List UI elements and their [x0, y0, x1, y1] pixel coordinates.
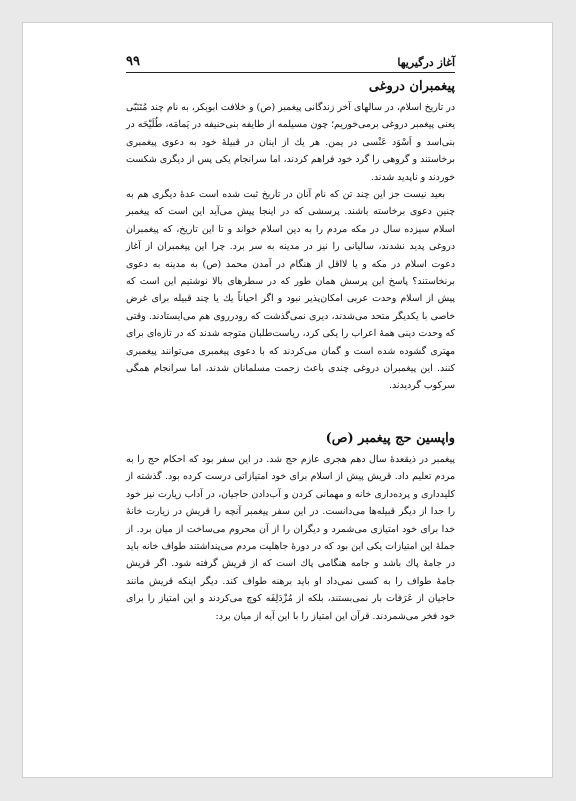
section-heading-false-prophets: پیغمبران دروغی	[368, 79, 455, 94]
section-heading-farewell-hajj: واپسین حج پیغمبر (ص)	[325, 431, 455, 446]
paragraph-false-prophets-intro: در تاریخ اسلام، در سالهای آخر زندگانی پیغمبر (ص) و خلافت ابوبکر، به نام چند مُتَنَبّی یعنی پیغمبر دروغی برمی‌خوریم؛ چون مسیلمه از طایفه بنی‌حنیفه در یَمامَه، طُلَیْحَه در بنی‌اسد و اَسْوَد عَنْسی در یمن. هر یك از اینان در قبیلهٔ خود به دعوی پیغمبری برخاستند و گروهی را گرد خود فراهم کردند، اما سرانجام یکی پس از دیگری شکست خوردند و ناپدید شدند.	[126, 102, 455, 183]
book-page	[22, 22, 553, 778]
running-title: آغاز درگیریها	[397, 56, 455, 69]
paragraph-false-prophets-analysis: بعید نیست جز این چند تن که نام آنان در تاریخ ثبت شده است عدهٔ دیگری هم به چنین دعوی برخاسته باشند. پرسشی که در اینجا پیش می‌آید این است که پیغمبر اسلام سیزده سال در مکه مردم را به دین اسلام خواند و تا این تاریخ، که پیغمبران دروغی پدید نشدند، سالیانی را نیز در مدینه به سر برد. چرا این پیغمبران از آغاز دعوت اسلام در مکه و یا لااقل از هنگام در آمدن محمد (ص) به مدینه به دعوی برنخاستند؟ پاسخ این پرسش همان طور که در سطرهای بالا نوشتیم این است که پیش از اسلام وحدت عربی امکان‌پذیر نبود و اگر احیاناً یك یا چند قبیله برای غرض خاصی با یکدیگر متحد می‌شدند، دیری نمی‌گذشت که رودرروی هم می‌ایستادند. وقتی که وحدت دینی همهٔ اعراب را یکی کرد، ریاست‌طلبان متوجه شدند که در تازه‌ای برای مهتری گشوده شده است و گمان می‌کردند که با دعوی پیغمبری می‌توانند پیغمبری کنند. این پیغمبران دروغی چندی باعث زحمت مسلمانان شدند، اما سرانجام همگی سرکوب گردیدند.	[126, 189, 455, 392]
page-number: ۹۹	[126, 54, 140, 69]
paragraph-farewell-hajj: پیغمبر در ذیقعدهٔ سال دهم هجری عازم حج شد. در این سفر بود که احکام حج را به مردم تعلیم داد. قریش پیش از اسلام برای خود امتیازاتی درست کرده بود. گذشته از کلیدداری و پرده‌داری خانه و مهمانی کردن و آب‌دادن حاجیان، در آداب زیارت نیز خود را جدا از دیگر قبیله‌ها می‌دانست. در این سفر پیغمبر آنچه را قریش در زیارت خانهٔ خدا برای خود امتیازی می‌شمرد و دیگران را از آن محروم می‌ساخت از میان برد. از جملهٔ این امتیازات یکی این بود که در دورهٔ جاهلیت مردم می‌پنداشتند طواف خانه باید در جامهٔ پاك باشد و جامه هنگامی پاك است که از قریش گرفته شود. اگر قریش جامهٔ طواف را به کسی نمی‌داد او باید برهنه طواف کند. دیگر اینکه قریش مانند حاجیان از عَرَفات بار نمی‌بستند، بلکه از مُزْدَلِفَه کوچ می‌کردند و این امتیاز را برای خود فخر می‌شمردند. قرآن این امتیاز را با این آیه از میان برد:	[126, 454, 455, 622]
page-header	[126, 56, 455, 73]
